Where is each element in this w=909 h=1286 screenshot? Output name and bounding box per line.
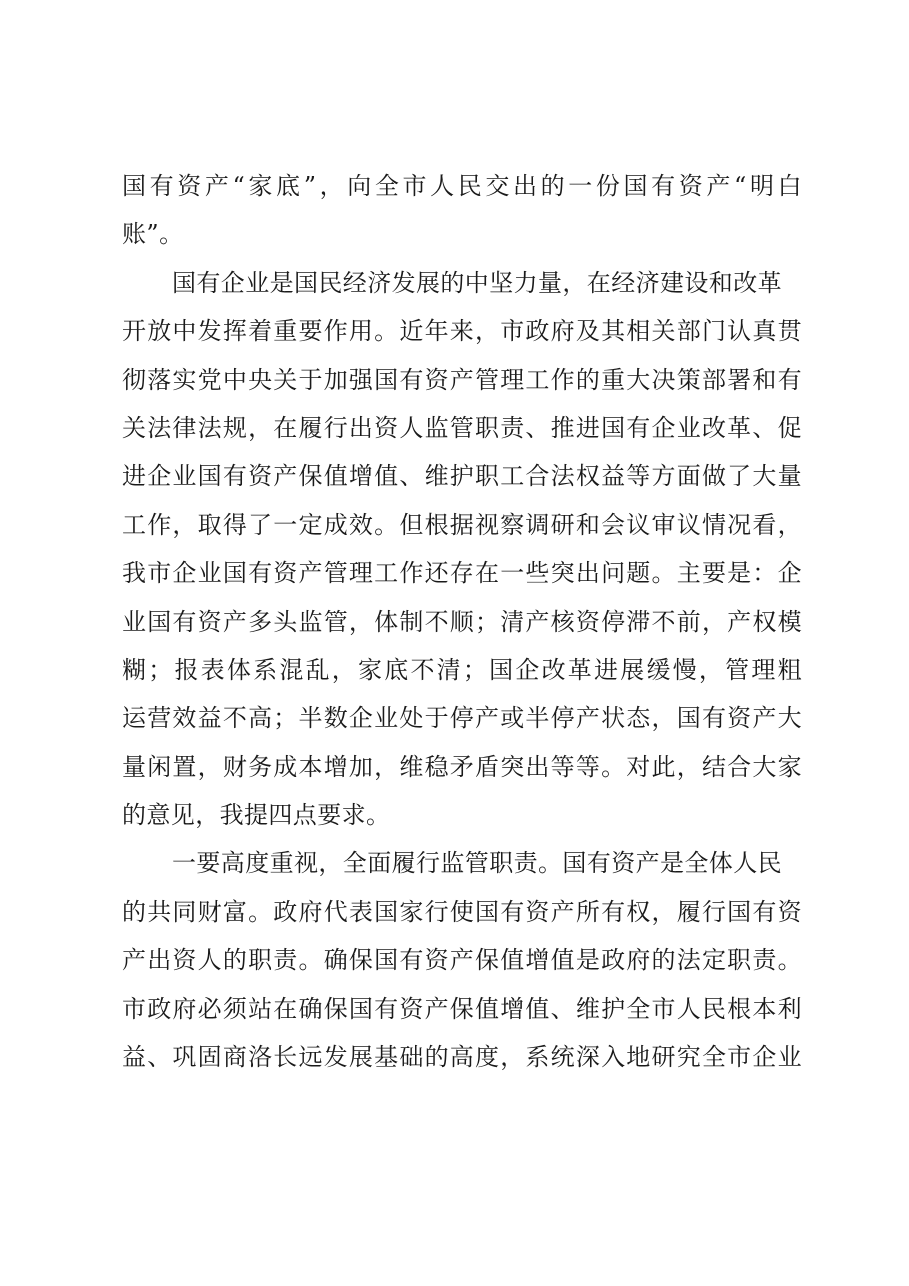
document-body: [122, 162, 802, 1081]
text-line: 的意见，我提四点要求。: [122, 801, 391, 830]
text-line: 糊；报表体系混乱，家底不清；国企改革进展缓慢，管理粗: [122, 655, 802, 684]
text-line: 进企业国有资产保值增值、维护职工合法权益等方面做了大量: [122, 462, 802, 491]
text-line: 产出资人的职责。确保国有资产保值增值是政府的法定职责。: [122, 946, 802, 975]
text-line: 开放中发挥着重要作用。近年来，市政府及其相关部门认真贯: [122, 317, 802, 346]
text-line: 市政府必须站在确保国有资产保值增值、维护全市人民根本利: [122, 994, 802, 1023]
text-line: 国有资产“家底”，向全市人民交出的一份国有资产“明白: [122, 172, 802, 200]
paragraph-first-line: 一要高度重视，全面履行监管职责。国有资产是全体人民: [172, 849, 782, 878]
paragraph-first-line: 国有企业是国民经济发展的中坚力量，在经济建设和改革: [172, 268, 782, 297]
text-line: 关法律法规，在履行出资人监管职责、推进国有企业改革、促: [122, 413, 802, 442]
text-line: 益、巩固商洛长远发展基础的高度，系统深入地研究全市企业: [122, 1043, 802, 1072]
text-line: 我市企业国有资产管理工作还存在一些突出问题。主要是：企: [122, 559, 802, 588]
text-line: 运营效益不高；半数企业处于停产或半停产状态，国有资产大: [122, 704, 802, 733]
text-line: 账”。: [122, 220, 184, 249]
text-line: 业国有资产多头监管，体制不顺；清产核资停滞不前，产权模: [122, 607, 802, 636]
text-line: 的共同财富。政府代表国家行使国有资产所有权，履行国有资: [122, 897, 802, 926]
text-line: 量闲置，财务成本增加，维稳矛盾突出等等。对此，结合大家: [122, 752, 802, 781]
text-line: 工作，取得了一定成效。但根据视察调研和会议审议情况看，: [122, 510, 802, 539]
text-line: 彻落实党中央关于加强国有资产管理工作的重大决策部署和有: [122, 365, 802, 394]
